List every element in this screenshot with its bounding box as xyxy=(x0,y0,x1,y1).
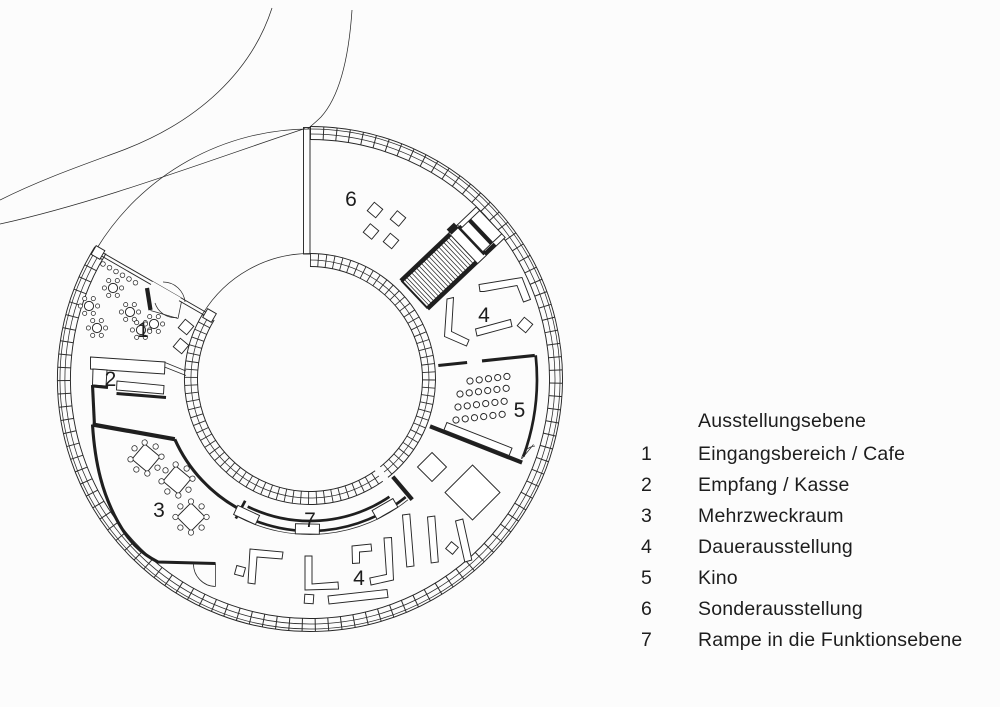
legend-item-label: Rampe in die Funktionsebene xyxy=(698,629,963,651)
room-label-4-lower: 4 xyxy=(353,567,365,590)
room-temporary-exhibition xyxy=(363,202,505,309)
legend-item-label: Dauerausstellung xyxy=(698,536,853,558)
room-multipurpose xyxy=(93,425,241,587)
legend-item-number: 7 xyxy=(641,629,653,651)
legend-item-label: Sonderausstellung xyxy=(698,598,863,620)
legend-item-label: Eingangsbereich / Cafe xyxy=(698,443,906,465)
legend-title: Ausstellungsebene xyxy=(698,410,867,432)
room-label-7: 7 xyxy=(304,509,316,532)
north-radial-wall xyxy=(304,128,311,255)
wall-room2-room3 xyxy=(93,425,175,440)
cinema-screen xyxy=(444,422,512,455)
room-label-1: 1 xyxy=(137,319,149,342)
stair-ramp-block xyxy=(397,204,505,310)
legend-item-number: 2 xyxy=(641,474,653,496)
room-label-2: 2 xyxy=(104,368,117,391)
legend-item-number: 3 xyxy=(641,505,653,527)
legend-item-label: Mehrzweckraum xyxy=(698,505,844,527)
room-label-3: 3 xyxy=(153,499,165,522)
legend-item-number: 1 xyxy=(641,443,653,465)
open-plaza-arcs xyxy=(97,129,310,313)
site-context-paths xyxy=(0,8,352,224)
legend-item-label: Kino xyxy=(698,567,738,589)
legend-item-number: 4 xyxy=(641,536,653,558)
door-swing-icon xyxy=(193,564,215,587)
legend-item-label: Empfang / Kasse xyxy=(698,474,850,496)
legend-item-number: 5 xyxy=(641,567,653,589)
room-label-5: 5 xyxy=(513,399,526,422)
room-label-6: 6 xyxy=(345,188,357,211)
ramp-to-function-level xyxy=(234,477,413,535)
legend-item-number: 6 xyxy=(641,598,653,620)
inner-courtyard-ring xyxy=(184,254,435,505)
room-label-4-upper: 4 xyxy=(478,304,490,327)
cinema-seats xyxy=(453,373,511,423)
entrance-jamb-wall xyxy=(147,288,151,310)
